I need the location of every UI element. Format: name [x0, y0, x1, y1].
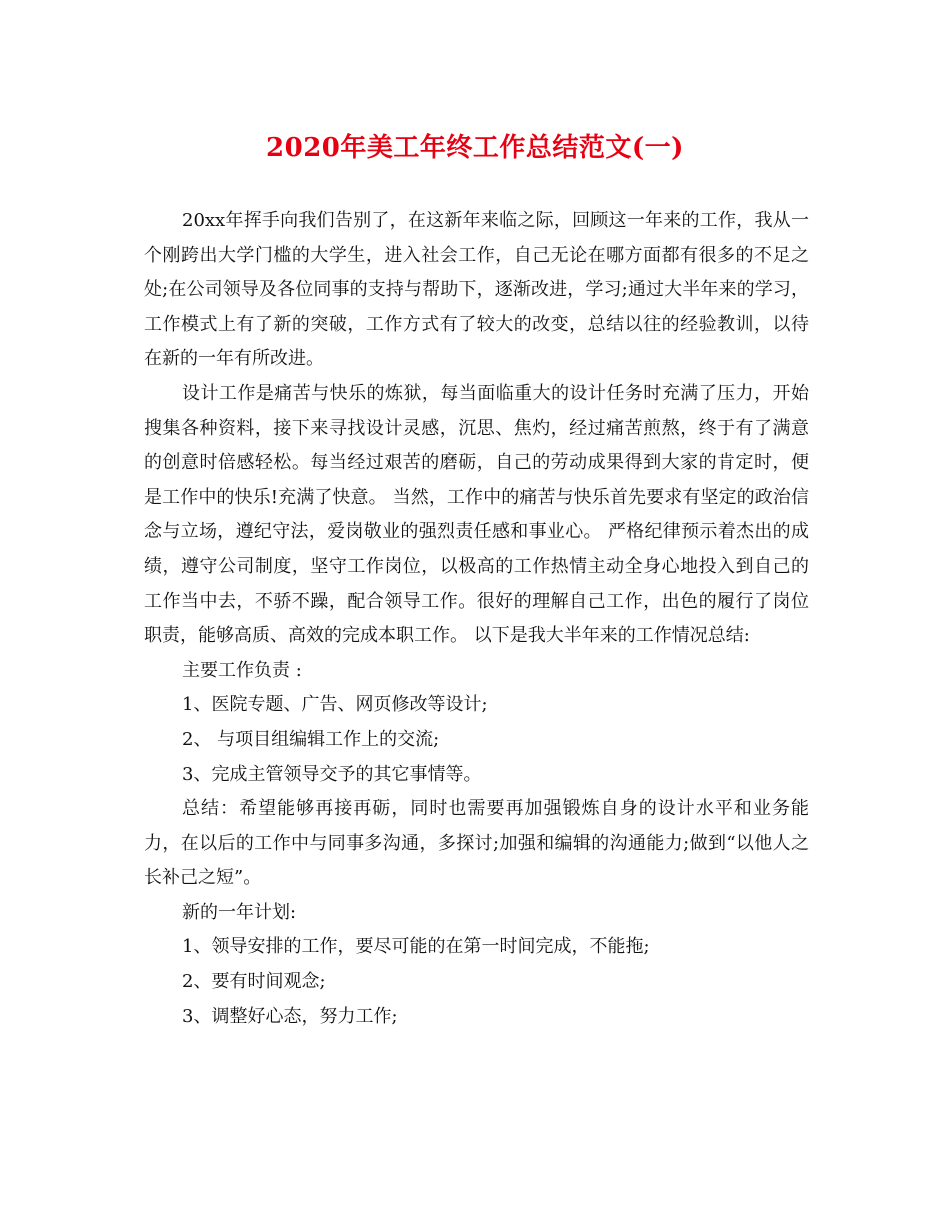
list-item-responsibility-1: 1、医院专题、广告、网页修改等设计;: [182, 694, 488, 716]
list-item-plan-2: 2、要有时间观念;: [182, 971, 326, 993]
list-item-plan-3: 3、调整好心态，努力工作;: [182, 1005, 398, 1027]
document-body: [144, 204, 809, 1034]
list-item-responsibility-2: 2、 与项目组编辑工作上的交流;: [182, 728, 440, 750]
paragraph-plan-heading: 新的一年计划:: [182, 901, 297, 923]
paragraph-summary: 总结：希望能够再接再砺，同时也需要再加强锻炼自身的设计水平和业务能力，在以后的工作中与同事多沟通，多探讨;加强和编辑的沟通能力;做到“以他人之长补己之短”。: [144, 798, 809, 889]
list-item-plan-1: 1、领导安排的工作，要尽可能的在第一时间完成，不能拖;: [182, 936, 650, 958]
document-title: 2020年美工年终工作总结范文(一): [266, 133, 684, 163]
paragraph-design-work: 设计工作是痛苦与快乐的炼狱，每当面临重大的设计任务时充满了压力，开始搜集各种资料，接下来寻找设计灵感，沉思、焦灼，经过痛苦煎熬，终于有了满意的创意时倍感轻松。每当经过艰苦的磨砺，自己的劳动成果得到大家的肯定时，便是工作中的快乐!充满了快意。 当然，工作中的痛苦与快乐首先要求有坚定的政治信念与立场，遵纪守法，爱岗敬业的强烈责任感和事业心。 严格纪律预示着杰出的成绩，遵守公司制度，坚守工作岗位，以极高的工作热情主动全身心地投入到自己的工作当中去，不骄不躁，配合领导工作。很好的理解自己工作，出色的履行了岗位职责，能够高质、高效的完成本职工作。 以下是我大半年来的工作情况总结:: [144, 382, 809, 647]
paragraph-intro: 20xx年挥手向我们告别了，在这新年来临之际，回顾这一年来的工作，我从一个刚跨出大学门槛的大学生，进入社会工作，自己无论在哪方面都有很多的不足之处;在公司领导及各位同事的支持与帮助下，逐渐改进，学习;通过大半年来的学习，工作模式上有了新的突破，工作方式有了较大的改变，总结以往的经验教训，以待在新的一年有所改进。: [144, 210, 810, 370]
list-item-responsibility-3: 3、完成主管领导交予的其它事情等。: [182, 763, 482, 785]
paragraph-responsibilities-heading: 主要工作负责 :: [182, 659, 302, 681]
